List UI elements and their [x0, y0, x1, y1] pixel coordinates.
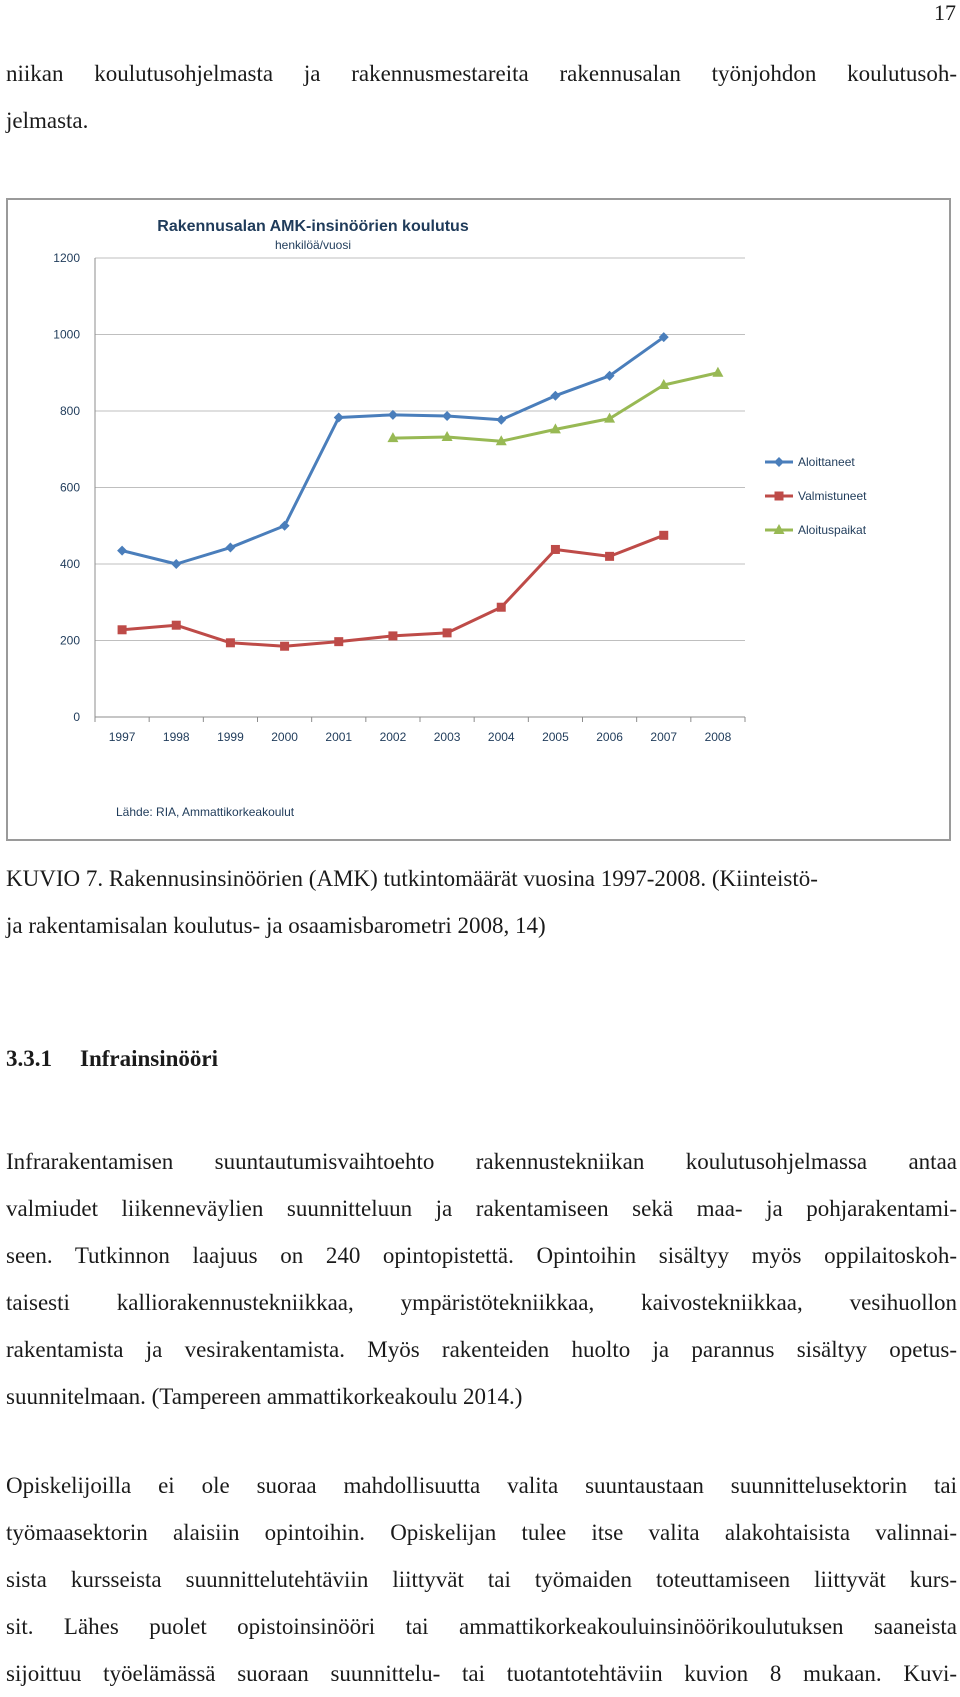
text-line: seen. Tutkinnon laajuus on 240 opintopistettä. Opintoihin sisältyy myös oppilaitoskoh-: [6, 1243, 957, 1268]
x-tick-label: 2000: [271, 730, 298, 744]
x-tick-label: 2001: [325, 730, 353, 744]
series-line: [122, 337, 664, 564]
y-tick-label: 600: [59, 480, 80, 495]
text-line: työmaasektorin alaisiin opintoihin. Opiskelijan tulee itse valita alakohtaisista valinnai-: [6, 1520, 957, 1545]
x-tick-label: 1998: [162, 730, 190, 744]
legend-marker: [774, 457, 784, 467]
paragraph-studies: [6, 1462, 957, 1697]
chart-legend: [765, 455, 867, 537]
data-point: [551, 545, 560, 554]
data-point: [659, 531, 668, 540]
text-line: Opiskelijoilla ei ole suoraa mahdollisuutta valita suuntaustaan suunnittelusektorin tai: [6, 1473, 957, 1498]
legend-label: Aloittaneet: [798, 455, 855, 469]
data-point: [280, 642, 289, 651]
x-tick-label: 1999: [217, 730, 244, 744]
figure-caption: [6, 855, 957, 949]
intro-paragraph: [6, 50, 957, 144]
chart-title: Rakennusalan AMK-insinöörien koulutus: [157, 218, 469, 235]
legend-label: Valmistuneet: [798, 489, 867, 503]
data-point: [443, 628, 452, 637]
legend-label: Aloituspaikat: [798, 523, 867, 537]
data-point: [334, 413, 344, 423]
series-aloittaneet: [117, 332, 669, 569]
data-point: [280, 521, 290, 531]
text-line: sit. Lähes puolet opistoinsinööri tai ammattikorkeakouluinsinöörikoulutuksen saaneista: [6, 1614, 957, 1639]
x-tick-label: 2004: [487, 730, 515, 744]
y-tick-label: 800: [59, 404, 80, 418]
data-point: [172, 621, 181, 630]
data-point: [225, 543, 235, 553]
data-point: [118, 625, 127, 634]
section-title: Infrainsinööri: [80, 1046, 219, 1071]
line-chart: [8, 200, 949, 839]
legend-item: [765, 455, 855, 469]
x-tick-label: 2003: [433, 730, 461, 744]
text-line: sijoittuu työelämässä suoraan suunnittelu- tai tuotantotehtäviin kuvion 8 mukaan. Kuvi-: [6, 1661, 957, 1686]
data-point: [497, 603, 506, 612]
text-line: ja rakentamisalan koulutus- ja osaamisbarometri 2008, 14): [6, 913, 546, 938]
text-line: Infrarakentamisen suuntautumisvaihtoehto rakennustekniikan koulutusohjelmassa antaa: [6, 1149, 957, 1174]
page-number: 17: [934, 0, 956, 25]
figure-frame: [6, 198, 951, 841]
y-tick-label: 1000: [53, 327, 80, 342]
x-tick-label: 1997: [108, 730, 136, 744]
section-heading: [6, 1046, 218, 1072]
y-tick-label: 0: [73, 710, 80, 724]
text-line: jelmasta.: [6, 108, 89, 133]
y-tick-label: 400: [59, 557, 80, 571]
data-point: [712, 367, 723, 377]
y-tick-label: 200: [59, 633, 80, 648]
data-point: [442, 411, 452, 421]
text-line: rakentamista ja vesirakentamista. Myös rakenteiden huolto ja parannus sisältyy opetus-: [6, 1337, 957, 1362]
text-line: taisesti kalliorakennustekniikkaa, ympäristötekniikkaa, kaivostekniikkaa, vesihuollon: [6, 1290, 957, 1315]
data-point: [388, 631, 397, 640]
series-aloituspaikat: [387, 367, 723, 445]
text-line: valmiudet liikenneväylien suunnitteluun ja rakentamiseen sekä maa- ja pohjarakentami-: [6, 1196, 957, 1221]
x-tick-label: 2008: [704, 730, 732, 744]
text-line: KUVIO 7. Rakennusinsinöörien (AMK) tutkintomäärät vuosina 1997-2008. (Kiinteistö-: [6, 866, 818, 891]
chart-source: Lähde: RIA, Ammattikorkeakoulut: [116, 805, 295, 819]
chart-subtitle: henkilöä/vuosi: [274, 238, 352, 252]
chart-axes: [53, 251, 745, 744]
data-point: [117, 546, 127, 556]
data-point: [550, 391, 560, 401]
x-tick-label: 2005: [542, 730, 569, 744]
chart-series: [117, 332, 723, 651]
data-point: [496, 415, 506, 425]
legend-marker: [775, 492, 784, 501]
series-valmistuneet: [118, 531, 669, 651]
text-line: niikan koulutusohjelmasta ja rakennusmestareita rakennusalan työnjohdon koulutusoh-: [6, 61, 957, 86]
text-line: sista kursseista suunnittelutehtäviin liittyvät tai työmaiden toteuttamiseen liittyvät kurs-: [6, 1567, 957, 1592]
series-line: [122, 535, 664, 646]
x-tick-label: 2007: [650, 730, 678, 744]
chart-grid: [95, 258, 745, 717]
data-point: [605, 552, 614, 561]
data-point: [226, 638, 235, 647]
text-line: suunnitelmaan. (Tampereen ammattikorkeakoulu 2014.): [6, 1384, 523, 1409]
section-number: 3.3.1: [6, 1046, 52, 1071]
x-tick-label: 2002: [379, 730, 407, 744]
data-point: [171, 559, 181, 569]
y-tick-label: 1200: [53, 251, 80, 265]
paragraph-infra: [6, 1138, 957, 1420]
data-point: [334, 637, 343, 646]
x-tick-label: 2006: [596, 730, 623, 744]
legend-item: [765, 489, 867, 503]
legend-item: [765, 523, 867, 537]
